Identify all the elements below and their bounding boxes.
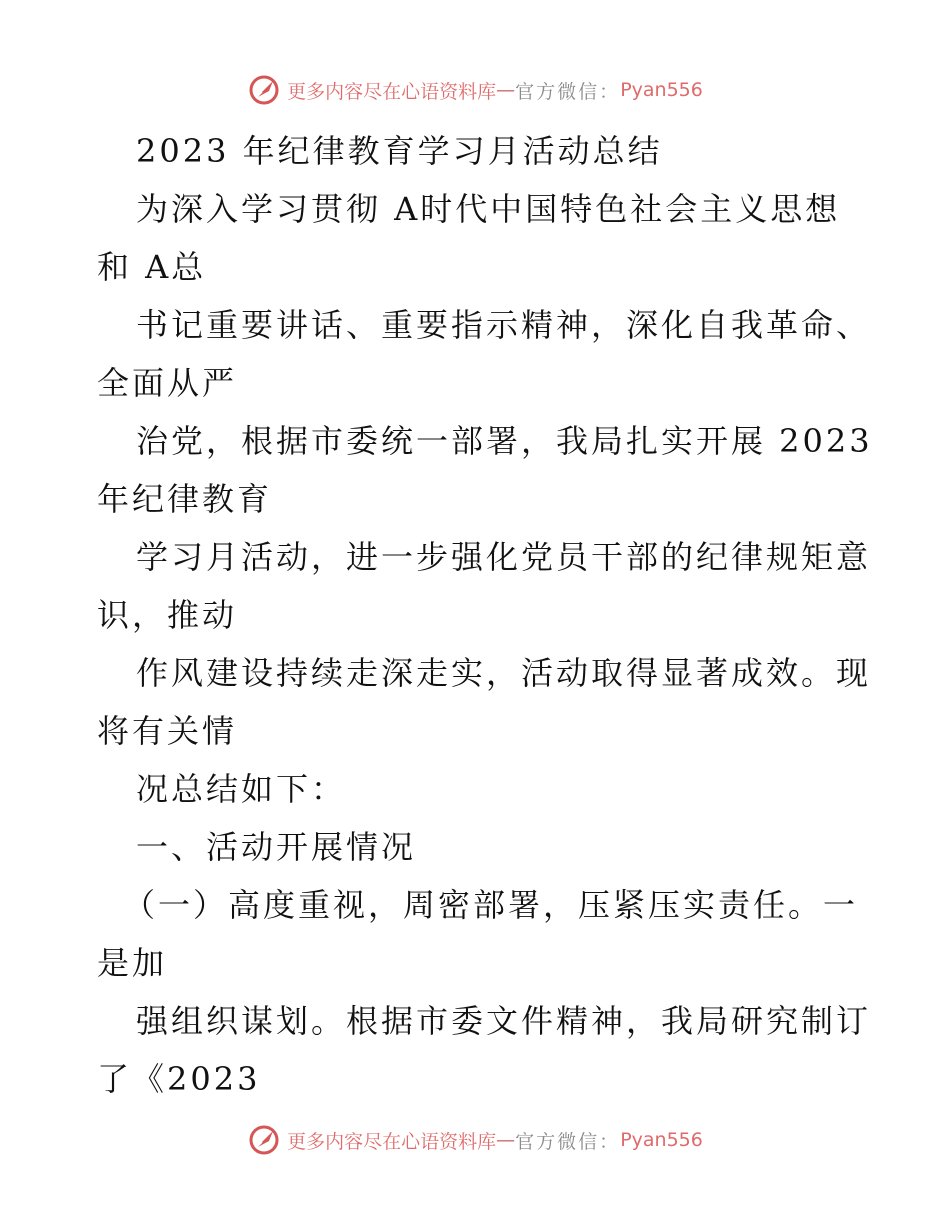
banner-separator: — bbox=[496, 1129, 516, 1151]
quill-logo-icon bbox=[247, 73, 281, 107]
banner-wechat-label: 官方微信： bbox=[515, 1130, 621, 1153]
paragraph-line: 治党，根据市委统一部署，我局扎实开展 2023 bbox=[136, 422, 873, 460]
footer-watermark-banner bbox=[0, 1120, 950, 1160]
document-body bbox=[0, 122, 950, 1108]
paragraph-line: 和 A总 bbox=[97, 248, 207, 286]
paragraph-line: 是加 bbox=[97, 944, 168, 982]
section-heading: 一、活动开展情况 bbox=[136, 828, 417, 866]
banner-text: 更多内容尽在心语资料库 bbox=[287, 1130, 497, 1153]
paragraph-line: 识，推动 bbox=[97, 596, 238, 634]
paragraph-line: 况总结如下： bbox=[136, 770, 347, 808]
header-watermark-banner bbox=[0, 70, 950, 110]
banner-wechat-id: Pyan556 bbox=[620, 1129, 703, 1151]
paragraph-line: 全面从严 bbox=[97, 364, 238, 402]
banner-separator: — bbox=[496, 79, 516, 101]
banner-text: 更多内容尽在心语资料库 bbox=[287, 80, 497, 103]
paragraph-line: 年纪律教育 bbox=[97, 480, 273, 518]
document-title: 2023 年纪律教育学习月活动总结 bbox=[136, 132, 663, 170]
paragraph-line: 了《2023 bbox=[97, 1060, 261, 1098]
paragraph-line: 为深入学习贯彻 A时代中国特色社会主义思想 bbox=[136, 190, 841, 228]
banner-wechat-id: Pyan556 bbox=[620, 79, 703, 101]
quill-logo-icon bbox=[247, 1123, 281, 1157]
paragraph-line: 将有关情 bbox=[97, 712, 238, 750]
paragraph-line: 作风建设持续走深走实，活动取得显著成效。现 bbox=[136, 654, 872, 692]
paragraph-line: 强组织谋划。根据市委文件精神，我局研究制订 bbox=[136, 1002, 872, 1040]
banner-wechat-label: 官方微信： bbox=[515, 80, 621, 103]
paragraph-line: 学习月活动，进一步强化党员干部的纪律规矩意 bbox=[136, 538, 872, 576]
subsection-heading: （一）高度重视，周密部署，压紧压实责任。一 bbox=[123, 886, 859, 924]
paragraph-line: 书记重要讲话、重要指示精神，深化自我革命、 bbox=[136, 306, 872, 344]
